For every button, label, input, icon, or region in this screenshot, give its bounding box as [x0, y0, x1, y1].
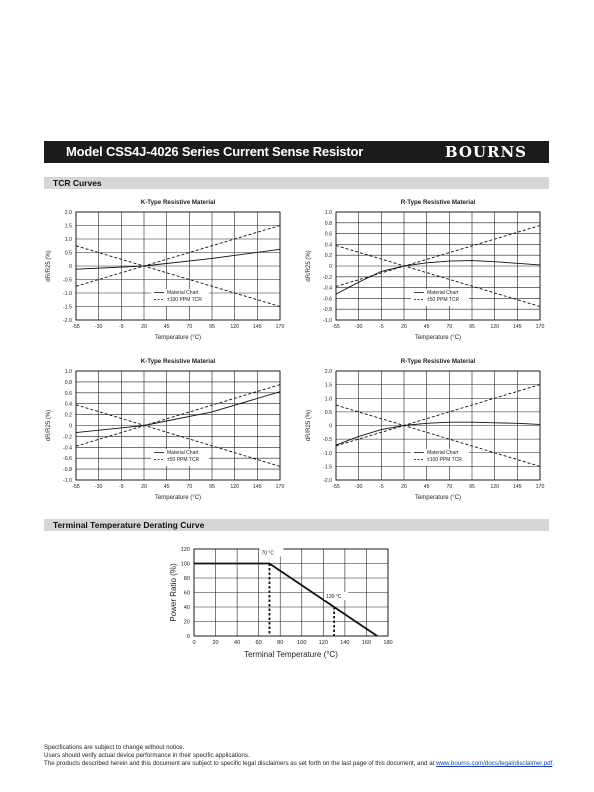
x-tick-label: 70	[446, 484, 453, 490]
y-tick-label: 80	[183, 576, 190, 582]
chart-k-type-50ppm	[46, 358, 284, 501]
annotation-label: 70 °C	[261, 550, 275, 557]
footer-line-3	[44, 760, 554, 768]
legend-label: Material Chart	[167, 290, 199, 296]
x-tick-label: 140	[340, 640, 350, 646]
x-axis-label: Temperature (°C)	[414, 495, 462, 501]
material-chart-line	[76, 392, 280, 433]
x-tick-label: 95	[469, 484, 475, 490]
x-tick-label: 170	[275, 324, 285, 330]
y-tick-label: 0	[186, 634, 190, 640]
x-tick-label: 160	[361, 640, 372, 646]
legend-label: ±50 PPM TCR	[167, 457, 200, 463]
section-title-tcr: TCR Curves	[53, 178, 102, 188]
y-tick-label: 1.0	[64, 237, 72, 243]
x-tick-label: 45	[423, 484, 430, 490]
y-tick-label: -0.4	[323, 285, 332, 292]
x-tick-label: 145	[513, 484, 522, 490]
y-tick-label: -2.0	[63, 318, 72, 324]
x-tick-label: -30	[354, 324, 363, 330]
x-tick-label: 95	[209, 324, 215, 330]
y-tick-label: 1.5	[324, 382, 332, 389]
x-tick-label: 20	[401, 484, 407, 490]
x-axis-label: Temperature (°C)	[414, 335, 462, 341]
legend-label: ±50 PPM TCR	[427, 297, 460, 303]
legend-label: ±100 PPM TCR	[427, 457, 462, 463]
chart-title: R-Type Resistive Material	[400, 199, 476, 206]
legend-label: Material Chart	[427, 290, 459, 296]
x-tick-label: -30	[94, 324, 103, 330]
y-tick-label: 120	[180, 547, 190, 553]
y-tick-label: -1.0	[63, 478, 72, 484]
annotation-label: 130 °C	[326, 594, 342, 600]
y-tick-label: 1.0	[324, 210, 332, 216]
x-tick-label: 95	[209, 484, 215, 490]
y-tick-label: -0.8	[323, 307, 332, 314]
x-tick-label: 180	[383, 640, 393, 646]
x-tick-label: -5	[119, 324, 124, 330]
y-tick-label: 0	[69, 264, 72, 270]
chart-r-type-50ppm	[306, 199, 544, 341]
y-tick-label: -1.5	[323, 464, 332, 471]
x-tick-label: 145	[513, 324, 522, 330]
chart-title: K-Type Resistive Material	[140, 358, 216, 365]
chart-title: R-Type Resistive Material	[400, 358, 476, 365]
disclaimer-link[interactable]: www.bourns.com/docs/legal/disclaimer.pdf	[436, 760, 553, 767]
x-tick-label: 170	[535, 484, 545, 490]
x-tick-label: -5	[379, 324, 384, 330]
x-tick-label: 145	[253, 484, 262, 490]
x-tick-label: 45	[423, 324, 430, 330]
x-tick-label: 60	[255, 640, 262, 646]
y-tick-label: 0.5	[64, 250, 72, 257]
y-tick-label: -0.6	[323, 296, 332, 303]
y-tick-label: -0.5	[63, 277, 72, 284]
x-tick-label: 20	[141, 324, 147, 330]
y-axis-label: dR/R25 (%)	[306, 409, 312, 442]
tcr-limit-line	[336, 385, 540, 446]
y-axis-label: dR/R25 (%)	[46, 250, 52, 282]
y-tick-label: 60	[183, 590, 190, 597]
x-tick-label: 45	[163, 324, 170, 330]
x-tick-label: 120	[230, 324, 239, 330]
y-tick-label: 0	[329, 264, 332, 270]
y-tick-label: 1.0	[324, 396, 332, 403]
y-tick-label: 0.8	[64, 379, 72, 386]
x-tick-label: 100	[297, 640, 307, 646]
legend-label: Material Chart	[167, 450, 199, 456]
x-tick-label: -30	[354, 484, 363, 490]
x-tick-label: 20	[141, 484, 147, 490]
y-axis-label: dR/R25 (%)	[306, 250, 312, 282]
y-tick-label: 40	[183, 605, 190, 611]
y-tick-label: 0.5	[324, 409, 332, 416]
footer	[44, 744, 554, 768]
footer-line-3-text: The products described herein and this document are subject to specific legal disclaimers as set forth on the last page of this document, and at	[44, 760, 437, 767]
y-tick-label: 0.2	[324, 253, 332, 260]
footer-line-1: Specifications are subject to change without notice.	[44, 744, 185, 751]
x-tick-label: 70	[186, 484, 193, 490]
x-tick-label: -55	[332, 324, 340, 330]
x-tick-label: 145	[253, 324, 262, 330]
y-tick-label: -1.0	[63, 291, 72, 297]
y-tick-label: 0.4	[324, 242, 332, 249]
y-tick-label: 100	[180, 561, 190, 568]
tcr-limit-line	[76, 385, 280, 447]
x-tick-label: 40	[233, 640, 241, 646]
y-tick-label: 1.5	[64, 223, 72, 230]
chart-derating-curve	[169, 547, 393, 659]
y-tick-label: 0.4	[64, 401, 72, 408]
legend-label: ±100 PPM TCR	[167, 297, 202, 303]
x-tick-label: -55	[72, 484, 80, 490]
y-tick-label: 0.8	[324, 220, 332, 227]
y-tick-label: 0	[69, 423, 72, 430]
y-tick-label: -0.8	[63, 467, 72, 474]
y-tick-label: 0.2	[64, 412, 72, 419]
y-axis-label: Power Ratio (%)	[169, 563, 178, 622]
x-tick-label: 0	[192, 640, 196, 646]
x-tick-label: 20	[401, 324, 407, 330]
y-tick-label: 0.6	[324, 231, 332, 238]
y-tick-label: -1.5	[63, 304, 72, 311]
x-tick-label: 120	[490, 324, 499, 330]
y-tick-label: -0.5	[323, 437, 332, 444]
y-tick-label: 2.0	[64, 210, 72, 216]
x-tick-label: 95	[469, 324, 475, 330]
legend-label: Material Chart	[427, 450, 459, 456]
x-tick-label: -5	[379, 484, 384, 490]
footer-line-3-end: .	[552, 760, 555, 767]
x-tick-label: 120	[490, 484, 499, 490]
section-title-derating: Terminal Temperature Derating Curve	[53, 520, 205, 530]
y-tick-label: 2.0	[324, 369, 332, 375]
x-tick-label: -5	[119, 484, 124, 490]
y-tick-label: 0	[329, 423, 332, 430]
x-axis-label: Temperature (°C)	[154, 495, 202, 501]
chart-title: K-Type Resistive Material	[140, 199, 216, 206]
x-tick-label: -55	[72, 324, 80, 330]
x-tick-label: 70	[446, 324, 453, 330]
x-tick-label: 70	[186, 324, 193, 330]
tcr-limit-line	[336, 226, 540, 287]
document-title: Model CSS4J-4026 Series Current Sense Resistor	[66, 144, 364, 159]
y-tick-label: -0.6	[63, 456, 72, 463]
bourns-logo: BOURNS	[444, 143, 527, 161]
x-tick-label: 80	[277, 640, 284, 646]
y-tick-label: 0.6	[64, 390, 72, 397]
y-tick-label: 20	[183, 619, 190, 626]
y-tick-label: 1.0	[64, 369, 72, 375]
x-tick-label: -30	[94, 484, 103, 490]
chart-r-type-100ppm	[306, 358, 544, 501]
material-chart-line	[194, 564, 377, 637]
x-tick-label: 20	[212, 640, 219, 646]
y-tick-label: -0.2	[323, 274, 332, 281]
x-tick-label: 170	[275, 484, 285, 490]
y-tick-label: -1.0	[323, 318, 332, 324]
chart-k-type-100ppm	[46, 199, 284, 341]
x-tick-label: 120	[230, 484, 239, 490]
y-tick-label: -0.2	[63, 434, 72, 441]
x-axis-label: Temperature (°C)	[154, 335, 202, 341]
x-axis-label: Terminal Temperature (°C)	[244, 650, 338, 659]
x-tick-label: 170	[535, 324, 545, 330]
x-tick-label: 45	[163, 484, 170, 490]
y-tick-label: -2.0	[323, 478, 332, 484]
y-axis-label: dR/R25 (%)	[46, 409, 52, 442]
footer-line-2: Users should verify actual device performance in their specific applications.	[44, 752, 250, 759]
y-tick-label: -0.4	[63, 445, 72, 452]
x-tick-label: 120	[318, 640, 329, 646]
tcr-limit-line	[76, 226, 280, 287]
x-tick-label: -55	[332, 484, 340, 490]
y-tick-label: -1.0	[323, 450, 332, 457]
